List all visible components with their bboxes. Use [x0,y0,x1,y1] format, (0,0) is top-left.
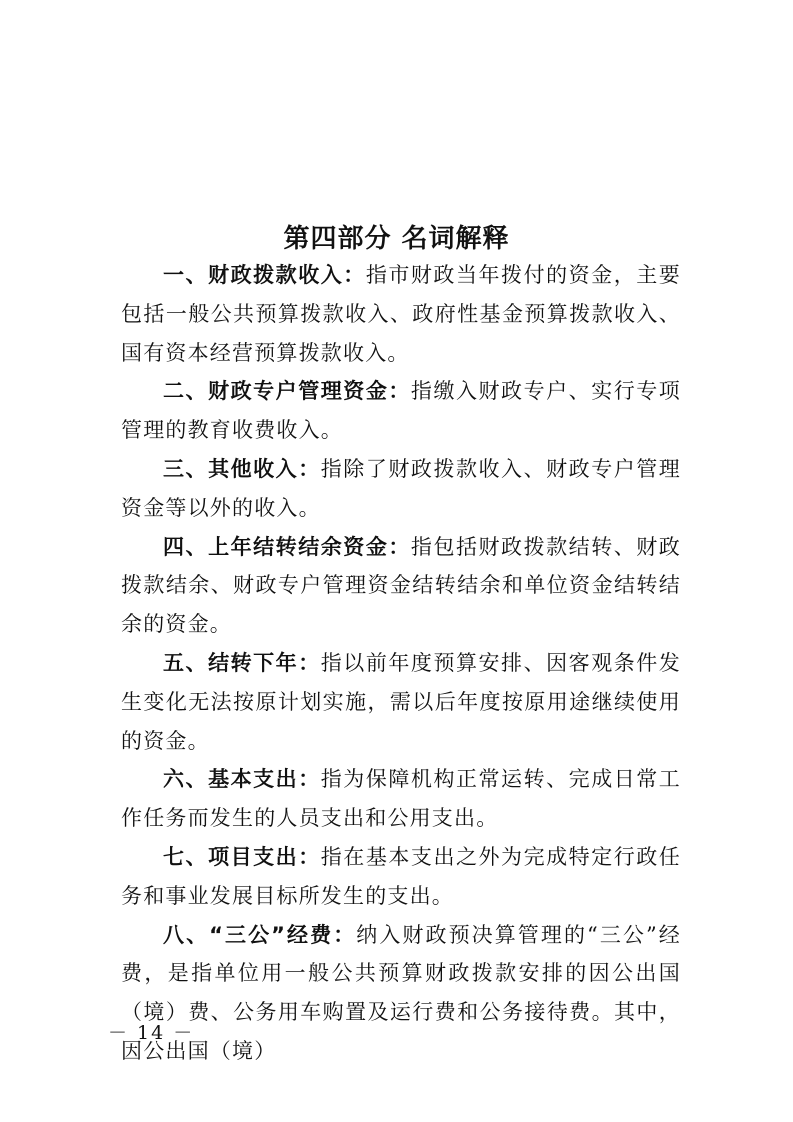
term-definition: 指包括财政拨款结转、财政拨款结余、财政专户管理资金结转结余和单位资金结转结余的资金。 [121,534,682,637]
paragraph-1 [121,256,681,372]
term-label: 三、其他收入： [163,456,321,481]
paragraph-6 [121,760,681,838]
term-definition: 指在基本支出之外为完成特定行政任务和事业发展目标所发生的支出。 [121,844,682,908]
term-definition: 指为保障机构正常运转、完成日常工作任务而发生的人员支出和公用支出。 [121,767,682,831]
term-label: 五、结转下年： [163,650,321,675]
paragraph-5 [121,644,681,760]
term-definition: 指除了财政拨款收入、财政专户管理资金等以外的收入。 [121,456,682,520]
term-label: 七、项目支出： [163,844,321,869]
page-number: － 14 － [108,1022,195,1044]
term-label: 一、财政拨款收入： [163,263,366,287]
paragraph-2 [121,372,681,450]
term-label: 四、上年结转结余资金： [163,534,411,559]
paragraph-3 [121,450,681,528]
term-definition: 纳入财政预决算管理的“三公”经费，是指单位用一般公共预算财政拨款安排的因公出国（境）费、公务用车购置及运行费和公务接待费。其中，因公出国（境） [121,922,681,1063]
document-body [121,256,681,1071]
paragraph-4 [121,528,681,644]
term-label: 八、“三公”经费： [163,922,357,947]
page-title: 第四部分 名词解释 [283,224,510,254]
term-label: 六、基本支出： [163,767,321,792]
paragraph-8 [121,916,681,1071]
paragraph-7 [121,838,681,916]
term-label: 二、财政专户管理资金： [163,379,411,404]
term-definition: 指市财政当年拨付的资金，主要包括一般公共预算拨款收入、政府性基金预算拨款收入、国有资本经营预算拨款收入。 [121,263,681,365]
term-definition: 指以前年度预算安排、因客观条件发生变化无法按原计划实施，需以后年度按原用途继续使用的资金。 [121,650,682,753]
term-definition: 指缴入财政专户、实行专项管理的教育收费收入。 [121,379,682,443]
